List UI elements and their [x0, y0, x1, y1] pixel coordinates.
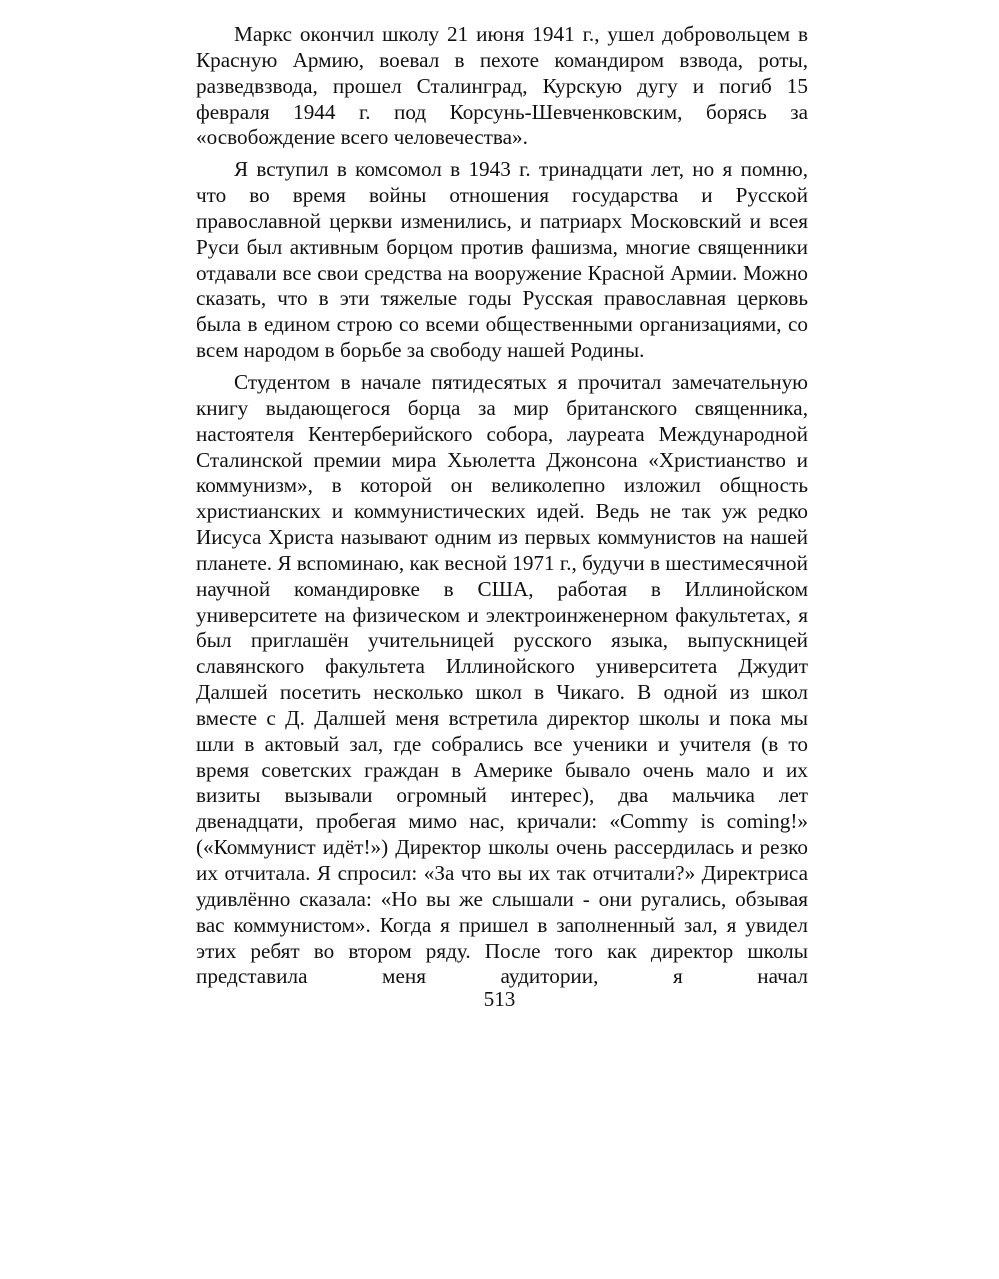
paragraph-3: Студентом в начале пятидесятых я прочитал замечательную книгу выдающегося борца за мир британского священника, настоятеля Кентерберийского собора, лауреата Международной Сталинской премии мира Хьюлетта Джонсона «Христианство и коммунизм», в которой он великолепно изложил общность христианских и коммунистических идей. Ведь не так уж редко Иисуса Христа называют одним из первых коммунистов на нашей планете. Я вспоминаю, как весной 1971 г., будучи в шестимесячной научной командировке в США, работая в Иллинойском университете на физическом и электроинженерном факультетах, я был приглашён учительницей русского языка, выпускницей славянского факультета Иллинойского университета Джудит Далшей посетить несколько школ в Чикаго. В одной из школ вместе с Д. Далшей меня встретила директор школы и пока мы шли в актовый зал, где собрались все ученики и учителя (в то время советских граждан в Америке бывало очень мало и их визиты вызывали огромный интерес), два мальчика лет двенадцати, пробегая мимо нас, кричали: «Commy is coming!» («Коммунист идёт!») Директор школы очень рассердилась и резко их отчитала. Я спросил: «За что вы их так отчитали?» Директриса удивлённо сказала: «Но вы же слышали - они ругались, обзывая вас коммунистом». Когда я пришел в заполненный зал, я увидел этих ребят во втором ряду. После того как директор школы представила меня аудитории, я начал — [196, 369, 808, 989]
paragraph-2: Я вступил в комсомол в 1943 г. тринадцати лет, но я помню, что во время войны отношения государства и Русской православной церкви изменились, и патриарх Московский и всея Руси был активным борцом против фашизма, многие священники отдавали все свои средства на вооружение Красной Армии. Можно сказать, что в эти тяжелые годы Русская православная церковь была в едином строю со всеми общественными организациями, со всем народом в борьбе за свободу нашей Родины. — [196, 157, 808, 363]
paragraph-1: Маркс окончил школу 21 июня 1941 г., ушел добровольцем в Красную Армию, воевал в пехоте командиром взвода, роты, разведвзвода, прошел Сталинград, Курскую дугу и погиб 15 февраля 1944 г. под Корсунь-Шевченковским, борясь за «освобождение всего человечества». — [196, 22, 808, 150]
page-number: 513 — [483, 987, 516, 1011]
page-body — [196, 22, 808, 996]
